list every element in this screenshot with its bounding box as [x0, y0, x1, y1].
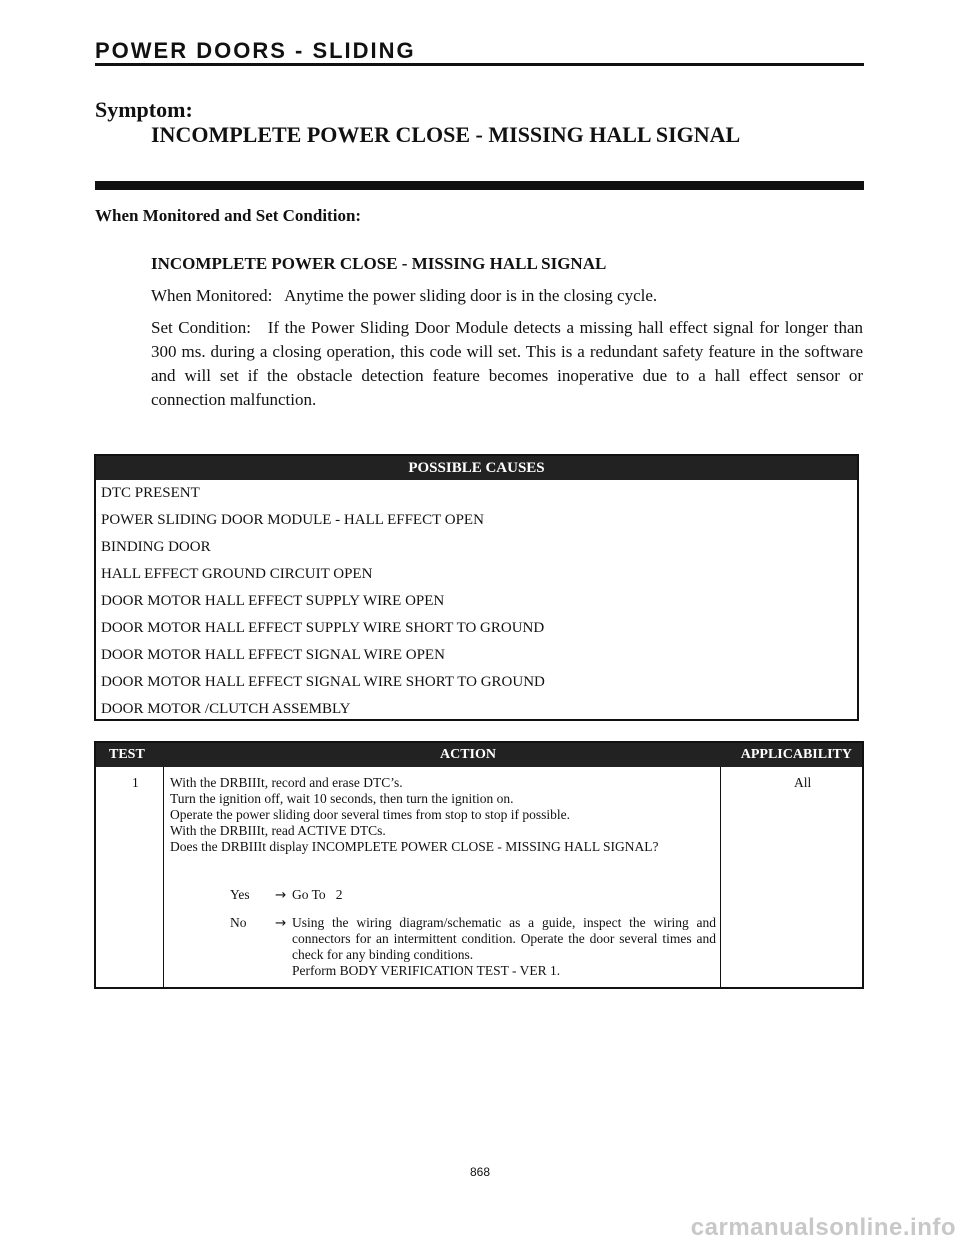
- column-divider: [163, 767, 164, 987]
- test-step: Turn the ignition off, wait 10 seconds, then turn the ignition on.: [170, 791, 514, 806]
- applicability-value: All: [794, 775, 812, 790]
- section-divider: [95, 63, 864, 66]
- possible-cause-item: HALL EFFECT GROUND CIRCUIT OPEN: [101, 566, 373, 582]
- possible-cause-item: DOOR MOTOR HALL EFFECT SUPPLY WIRE OPEN: [101, 593, 445, 609]
- possible-cause-item: DOOR MOTOR HALL EFFECT SUPPLY WIRE SHORT TO GROUND: [101, 620, 545, 636]
- possible-cause-item: BINDING DOOR: [101, 539, 211, 555]
- no-action: [292, 915, 716, 979]
- yes-label: Yes: [230, 887, 250, 902]
- test-step: Operate the power sliding door several times from stop to stop if possible.: [170, 807, 571, 822]
- test-table: [94, 741, 864, 989]
- test-steps: [170, 775, 716, 855]
- no-arrow-icon: →: [275, 915, 287, 931]
- yes-arrow-icon: →: [275, 887, 287, 903]
- yes-action: Go To 2: [292, 887, 343, 902]
- possible-cause-item: POWER SLIDING DOOR MODULE - HALL EFFECT OPEN: [101, 512, 484, 528]
- possible-causes-table: [94, 454, 859, 721]
- possible-cause-item: DTC PRESENT: [101, 485, 200, 501]
- column-divider: [720, 767, 721, 987]
- possible-cause-item: DOOR MOTOR /CLUTCH ASSEMBLY: [101, 701, 351, 717]
- symptom-divider: [95, 181, 864, 190]
- applicability-column-header: APPLICABILITY: [740, 747, 852, 762]
- section-title: POWER DOORS - SLIDING: [95, 38, 416, 63]
- monitored-block: [151, 252, 868, 420]
- possible-cause-item: DOOR MOTOR HALL EFFECT SIGNAL WIRE OPEN: [101, 647, 445, 663]
- possible-causes-header: POSSIBLE CAUSES: [96, 456, 857, 480]
- symptom-title: INCOMPLETE POWER CLOSE - MISSING HALL SIGNAL: [151, 122, 741, 147]
- possible-cause-item: DOOR MOTOR HALL EFFECT SIGNAL WIRE SHORT TO GROUND: [101, 674, 545, 690]
- action-column-header: ACTION: [440, 747, 497, 762]
- possible-causes-list: [96, 480, 857, 723]
- watermark: carmanualsonline.info: [690, 1214, 956, 1241]
- test-column-header: TEST: [109, 747, 145, 762]
- when-monitored-text: When Monitored: Anytime the power sliding door is in the closing cycle.: [151, 286, 658, 305]
- no-action-text: Using the wiring diagram/schematic as a guide, inspect the wiring and connectors for an intermittent condition. Operate the door several times and check for any binding conditions.: [292, 915, 716, 962]
- condition-title: INCOMPLETE POWER CLOSE - MISSING HALL SIGNAL: [151, 254, 607, 273]
- test-step: With the DRBIIIt, read ACTIVE DTCs.: [170, 823, 386, 838]
- test-step: With the DRBIIIt, record and erase DTC’s.: [170, 775, 403, 790]
- monitored-heading: When Monitored and Set Condition:: [95, 206, 362, 225]
- no-label: No: [230, 915, 247, 930]
- set-condition-text: Set Condition: If the Power Sliding Door Module detects a missing hall effect signal for longer than 300 ms. during a closing operation, this code will set. This is a redundant safety feature in the software and will set if the obstacle detection feature becomes inoperative due to a hall effect sensor or connection malfunction.: [151, 318, 868, 409]
- test-step: Does the DRBIIIt display INCOMPLETE POWER CLOSE - MISSING HALL SIGNAL?: [170, 839, 659, 854]
- page-number: 868: [469, 1165, 491, 1179]
- no-action-verification: Perform BODY VERIFICATION TEST - VER 1.: [292, 963, 561, 978]
- symptom-label: Symptom:: [95, 97, 193, 122]
- test-table-header: [96, 743, 862, 767]
- test-number: 1: [132, 775, 139, 790]
